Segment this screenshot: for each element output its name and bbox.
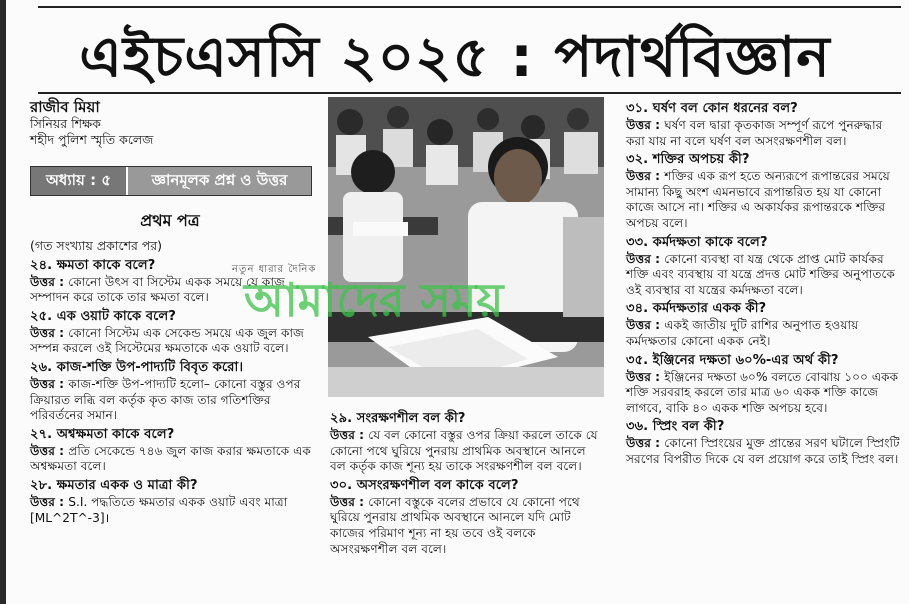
answer-label: উত্তর : xyxy=(30,443,69,458)
answer-label: উত্তর : xyxy=(30,325,69,340)
continuation-note: (গত সংখ্যায় প্রকাশের পর) xyxy=(30,238,163,253)
answer-body: কোনো বস্তুকে বলের প্রভাবে যে কোনো পথে ঘুরিয়ে পুনরায় প্রাথমিক অবস্থানে আনলে যদি মোট কাজের পরিমাণ শূন্য না হয় তবে ওই বলকে অসংরক্ষণশীল বল বলে। xyxy=(330,494,580,556)
answer-text xyxy=(626,252,902,299)
chapter-topic: জ্ঞানমূলক প্রশ্ন ও উত্তর xyxy=(126,167,311,195)
answer-text xyxy=(626,370,902,417)
question-heading: ২৭. অশ্বক্ষমতা কাকে বলে? xyxy=(30,426,175,442)
question-heading: ২৬. কাজ-শক্তি উপ-পাদ্যটি বিবৃত করো। xyxy=(30,359,244,375)
answer-label: উত্তর : xyxy=(626,169,665,184)
author-name: রাজীব মিয়া xyxy=(30,98,100,116)
answer-text xyxy=(626,318,902,349)
paper-title: প্রথম পত্র xyxy=(140,211,200,230)
answer-body: ইঞ্জিনের দক্ষতা ৬০% বলতে বোঝায় ১০০ একক শক্তি সরবরাহ করলে তার মাত্র ৬০ একক শক্তি কাজে লাগবে, বাকি ৪০ একক শক্তি অপচয় হবে। xyxy=(626,369,899,415)
answer-label: উত্তর : xyxy=(626,436,665,451)
top-rule xyxy=(38,6,901,8)
answer-label: উত্তর : xyxy=(626,369,665,384)
watermark-tagline: নতুন ধারার দৈনিক xyxy=(232,264,317,275)
answer-label: উত্তর : xyxy=(330,494,369,509)
question-heading: ২৯. সংরক্ষণশীল বল কী? xyxy=(330,411,466,426)
question-heading: ৩৪. কর্মদক্ষতার একক কী? xyxy=(626,301,767,317)
answer-text xyxy=(330,428,605,475)
question-heading: ৩৩. কর্মদক্ষতা কাকে বলে? xyxy=(626,234,768,250)
answer-label: উত্তর : xyxy=(626,118,665,132)
answer-text xyxy=(626,436,902,467)
question-heading: ২৫. এক ওয়াট কাকে বলে? xyxy=(30,308,176,324)
answer-label: উত্তর : xyxy=(30,274,69,289)
answer-body: শক্তির এক রূপ হতে অন্যরূপে রূপান্তরের সময়ে সামান্য কিছু অংশ এমনভাবে রূপান্তরিত হয় যা কোনো কাজে আসে না। শক্তির এ অকার্যকর রূপান্তরকে শক্তির অপচয় বলে। xyxy=(626,169,890,230)
answer-text xyxy=(626,169,902,231)
answer-label: উত্তর : xyxy=(30,494,69,509)
author-designation: সিনিয়র শিক্ষক xyxy=(30,116,101,131)
column-2 xyxy=(330,408,605,560)
exam-photo-illustration xyxy=(328,97,604,397)
question-heading: ৩২. শক্তির অপচয় কী? xyxy=(626,152,750,168)
answer-label: উত্তর : xyxy=(626,251,665,266)
question-heading: ৩১. ঘর্ষণ বল কোন ধরনের বল? xyxy=(626,101,798,116)
question-heading: ২৪. ক্ষমতা কাকে বলে? xyxy=(30,257,156,273)
answer-body: কোনো সিস্টেম এক সেকেন্ড সময়ে এক জুল কাজ সম্পন্ন করলে ওই সিস্টেমের ক্ষমতাকে এক ওয়াট বলে। xyxy=(30,325,304,356)
question-heading: ৩০. অসংরক্ষণশীল বল কাকে বলে? xyxy=(330,477,519,493)
question-heading: ৩৫. ইঞ্জিনের দক্ষতা ৬০%-এর অর্থ কী? xyxy=(626,352,839,368)
answer-text xyxy=(30,275,315,306)
chapter-banner xyxy=(30,166,312,196)
answer-body: ঘর্ষণ বল দ্বারা কৃতকাজ সম্পূর্ণ রূপে পুনরুদ্ধার করা যায় না বলে ঘর্ষণ বল অসংরক্ষণশীল বল। xyxy=(626,118,883,148)
answer-text xyxy=(30,495,315,526)
answer-text xyxy=(30,326,315,357)
answer-label: উত্তর : xyxy=(626,318,665,333)
page-title: এইচএসসি ২০২৫ : পদার্থবিজ্ঞান xyxy=(79,25,831,90)
title-rule xyxy=(38,92,901,94)
watermark-text: আমাদের সময় xyxy=(244,273,504,327)
exam-hall-photo xyxy=(328,97,604,397)
answer-text xyxy=(30,444,315,475)
chapter-number: অধ্যায় : ৫ xyxy=(31,167,126,195)
answer-text xyxy=(626,118,902,149)
answer-text xyxy=(330,495,605,557)
answer-label: উত্তর : xyxy=(330,428,369,442)
column-1 xyxy=(30,238,315,529)
author-institution: শহীদ পুলিশ স্মৃতি কলেজ xyxy=(30,132,154,147)
answer-label: উত্তর : xyxy=(30,376,69,391)
answer-body: একই জাতীয় দুটি রাশির অনুপাত হওয়ায় কর্মদক্ষতার কোনো একক নেই। xyxy=(626,318,859,348)
answer-body: কোনো ব্যবস্থা বা যন্ত্র থেকে প্রাপ্ত মোট কার্যকর শক্তি এবং ব্যবস্থায় বা যন্ত্রে প্রদত্ত মোট শক্তির অনুপাতকে ওই ব্যবস্থার বা যন্ত্রের কর্মদক্ষতা বলে। xyxy=(626,251,895,297)
answer-body: কোনো উৎস বা সিস্টেম একক সময়ে যে কাজ সম্পাদন করে তাকে তার ক্ষমতা বলে। xyxy=(30,274,285,305)
answer-body: S.I. পদ্ধতিতে ক্ষমতার একক ওয়াট এবং মাত্রা [ML^2T^-3]। xyxy=(30,494,288,525)
answer-body: যে বল কোনো বস্তুর ওপর ক্রিয়া করলে তাকে যে কোনো পথে ঘুরিয়ে পুনরায় প্রাথমিক অবস্থানে আনলে বল কর্তৃক কাজ শূন্য হয় তাকে সংরক্ষণশীল বল বলে। xyxy=(330,428,598,474)
answer-text xyxy=(30,377,315,424)
answer-body: কাজ-শক্তি উপ-পাদ্যটি হলো– কোনো বস্তুর ওপর ক্রিয়ারত লব্ধি বল কর্তৃক কৃত কাজ তার গতিশক্তির পরিবর্তনের সমান। xyxy=(30,376,301,423)
question-heading: ৩৬. স্প্রিং বল কী? xyxy=(626,419,725,435)
author-block xyxy=(30,98,315,148)
left-border xyxy=(0,0,6,604)
column-3 xyxy=(626,98,902,471)
question-heading: ২৮. ক্ষমতার একক ও মাত্রা কী? xyxy=(30,477,198,493)
answer-body: কোনো স্প্রিংয়ের মুক্ত প্রান্তের সরণ ঘটালে স্প্রিংটি সরণের বিপরীত দিকে যে বল প্রয়োগ করে তাই স্প্রিং বল। xyxy=(626,436,900,466)
answer-body: প্রতি সেকেন্ডে ৭৪৬ জুল কাজ করার ক্ষমতাকে এক অশ্বক্ষমতা বলে। xyxy=(30,443,311,474)
